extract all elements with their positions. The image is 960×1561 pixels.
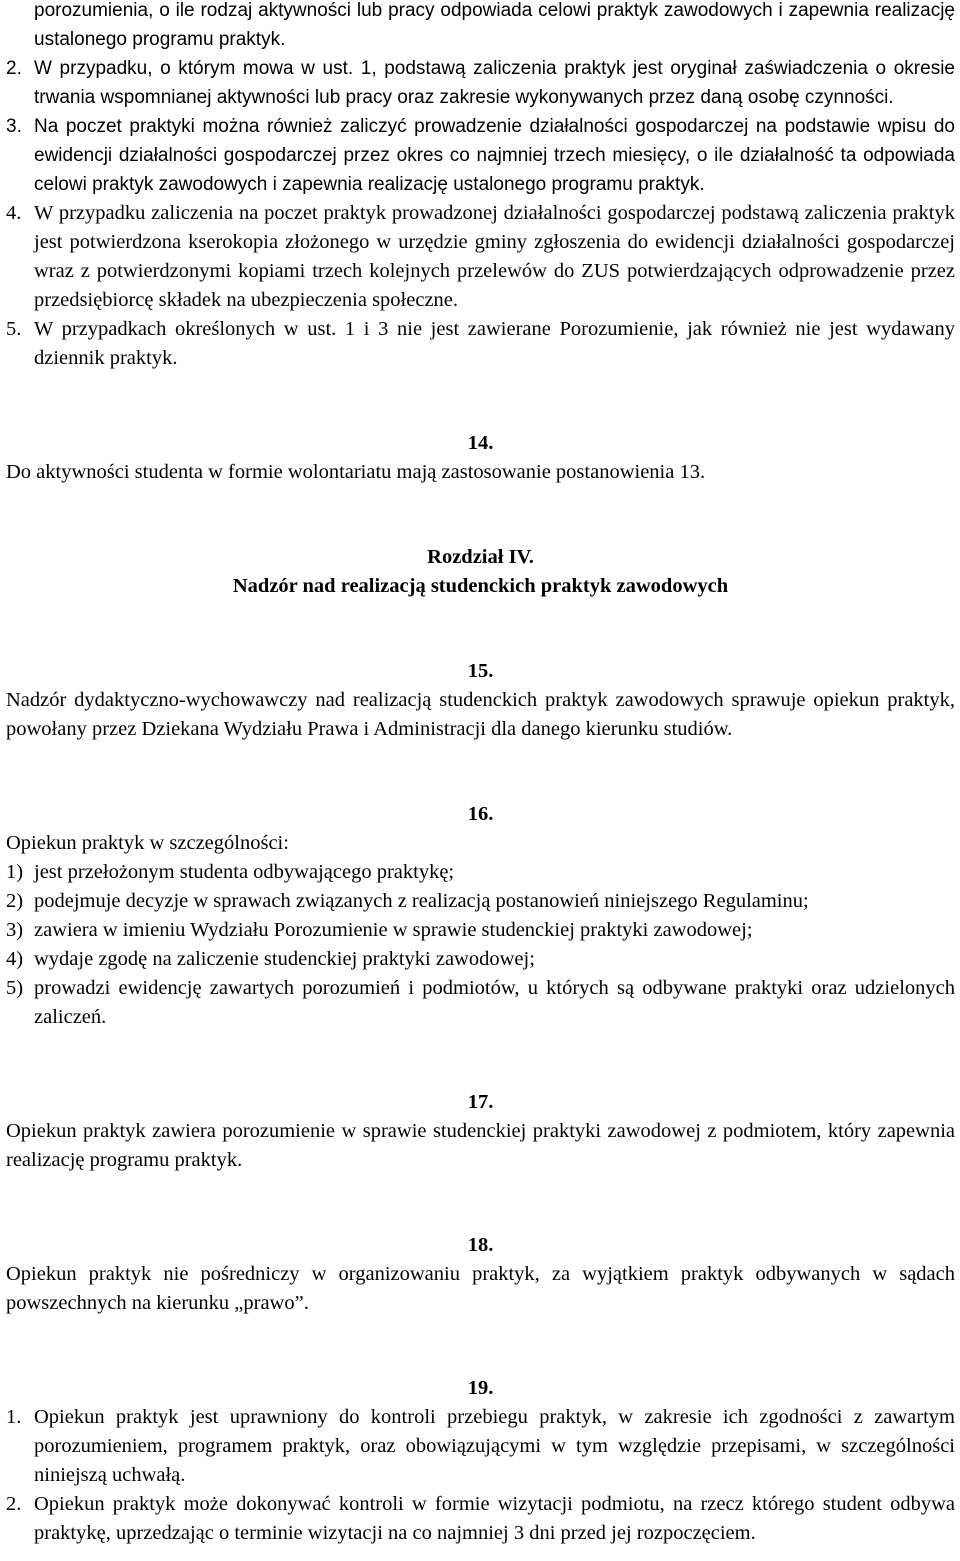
list-item: [6, 945, 955, 974]
list-item: [6, 974, 955, 1032]
section-16-heading: 16.: [467, 803, 494, 825]
item-text: podejmuje decyzje w sprawach związanych z realizacją postanowień niniejszego Regulaminu;: [34, 890, 809, 912]
list-item: [6, 1403, 955, 1490]
item-text: wydaje zgodę na zaliczenie studenckiej praktyki zawodowej;: [34, 948, 535, 970]
list-item: [6, 315, 955, 373]
chapter-subtitle: Nadzór nad realizacją studenckich praktyk zawodowych: [232, 575, 729, 597]
item-number: 2.: [6, 1493, 22, 1515]
item-number: 3.: [6, 116, 22, 137]
section-18-text: Opiekun praktyk nie pośredniczy w organizowaniu praktyk, za wyjątkiem praktyk odbywanych w sądach powszechnych na kierunku „prawo”.: [6, 1263, 955, 1314]
list-item: [6, 1490, 955, 1548]
section-15-text: Nadzór dydaktyczno-wychowawczy nad realizacją studenckich praktyk zawodowych sprawuje opiekun praktyk, powołany przez Dziekana Wydziału Prawa i Administracji dla danego kierunku studiów.: [6, 689, 955, 740]
item-text: prowadzi ewidencję zawartych porozumień i podmiotów, u których są odbywane praktyki oraz udzielonych zaliczeń.: [34, 977, 955, 1028]
item-number: 2): [6, 890, 24, 912]
item-number: 5.: [6, 318, 22, 340]
list-item: [6, 0, 955, 54]
section-16-intro: Opiekun praktyk w szczególności:: [6, 832, 289, 854]
section-14-text: Do aktywności studenta w formie wolontariatu mają zastosowanie postanowienia 13.: [6, 461, 706, 483]
list-item: [6, 199, 955, 315]
section-14-heading: 14.: [467, 432, 494, 454]
item-number: 4.: [6, 202, 22, 224]
section-17-heading: 17.: [467, 1091, 494, 1113]
section-18-heading: 18.: [467, 1234, 494, 1256]
item-text: Opiekun praktyk jest uprawniony do kontroli przebiegu praktyk, w zakresie ich zgodności z zawartym porozumieniem, programem praktyk, oraz obowiązującymi w tym względzie przepisami, w szczególności niniejszą uchwałą.: [34, 1406, 955, 1486]
item-number: 5): [6, 977, 24, 999]
item-text: zawiera w imieniu Wydziału Porozumienie w sprawie studenckiej praktyki zawodowej;: [34, 919, 753, 941]
item-text: W przypadku, o którym mowa w ust. 1, podstawą zaliczenia praktyk jest oryginał zaświadczenia o okresie trwania wspomnianej aktywności lub pracy oraz zakresie wykonywanych przez daną osobę czynności.: [34, 58, 955, 108]
item-text: Opiekun praktyk może dokonywać kontroli w formie wizytacji podmiotu, na rzecz którego student odbywa praktykę, uprzedzając o terminie wizytacji na co najmniej 3 dni przed jej rozpoczęciem.: [34, 1493, 955, 1544]
item-text: Na poczet praktyki można również zaliczyć prowadzenie działalności gospodarczej na podstawie wpisu do ewidencji działalności gospodarczej przez okres co najmniej trzech miesięcy, o ile działalność ta odpowiada celowi praktyk zawodowych i zapewnia realizację ustalonego programu praktyk.: [34, 116, 955, 195]
continued-paragraph: porozumienia, o ile rodzaj aktywności lub pracy odpowiada celowi praktyk zawodowych i zapewnia realizację ustalonego programu praktyk.: [34, 0, 955, 50]
item-number: 3): [6, 919, 24, 941]
list-item: [6, 887, 955, 916]
list-item: [6, 858, 955, 887]
section-15-heading: 15.: [467, 660, 494, 682]
list-item: [6, 112, 955, 199]
list-item: [6, 54, 955, 112]
item-text: W przypadkach określonych w ust. 1 i 3 nie jest zawierane Porozumienie, jak również nie jest wydawany dziennik praktyk.: [34, 318, 955, 369]
chapter-title: Rozdział IV.: [427, 546, 534, 568]
item-number: 1): [6, 861, 24, 883]
section-19-heading: 19.: [467, 1377, 494, 1399]
document-page: [6, 0, 955, 1548]
item-number: 2.: [6, 58, 22, 79]
item-text: jest przełożonym studenta odbywającego praktykę;: [34, 861, 455, 883]
item-text: W przypadku zaliczenia na poczet praktyk prowadzonej działalności gospodarczej podstawą zaliczenia praktyk jest potwierdzona kserokopia złożonego w urzędzie gminy zgłoszenia do ewidencji działalności gospodarczej wraz z potwierdzonymi kopiami trzech kolejnych przelewów do ZUS potwierdzających odprowadzenie przez przedsiębiorcę składek na ubezpieczenia społeczne.: [34, 202, 955, 311]
list-item: [6, 916, 955, 945]
item-number: 4): [6, 948, 24, 970]
item-number: 1.: [6, 1406, 22, 1428]
section-17-text: Opiekun praktyk zawiera porozumienie w sprawie studenckiej praktyki zawodowej z podmiotem, który zapewnia realizację programu praktyk.: [6, 1120, 955, 1171]
